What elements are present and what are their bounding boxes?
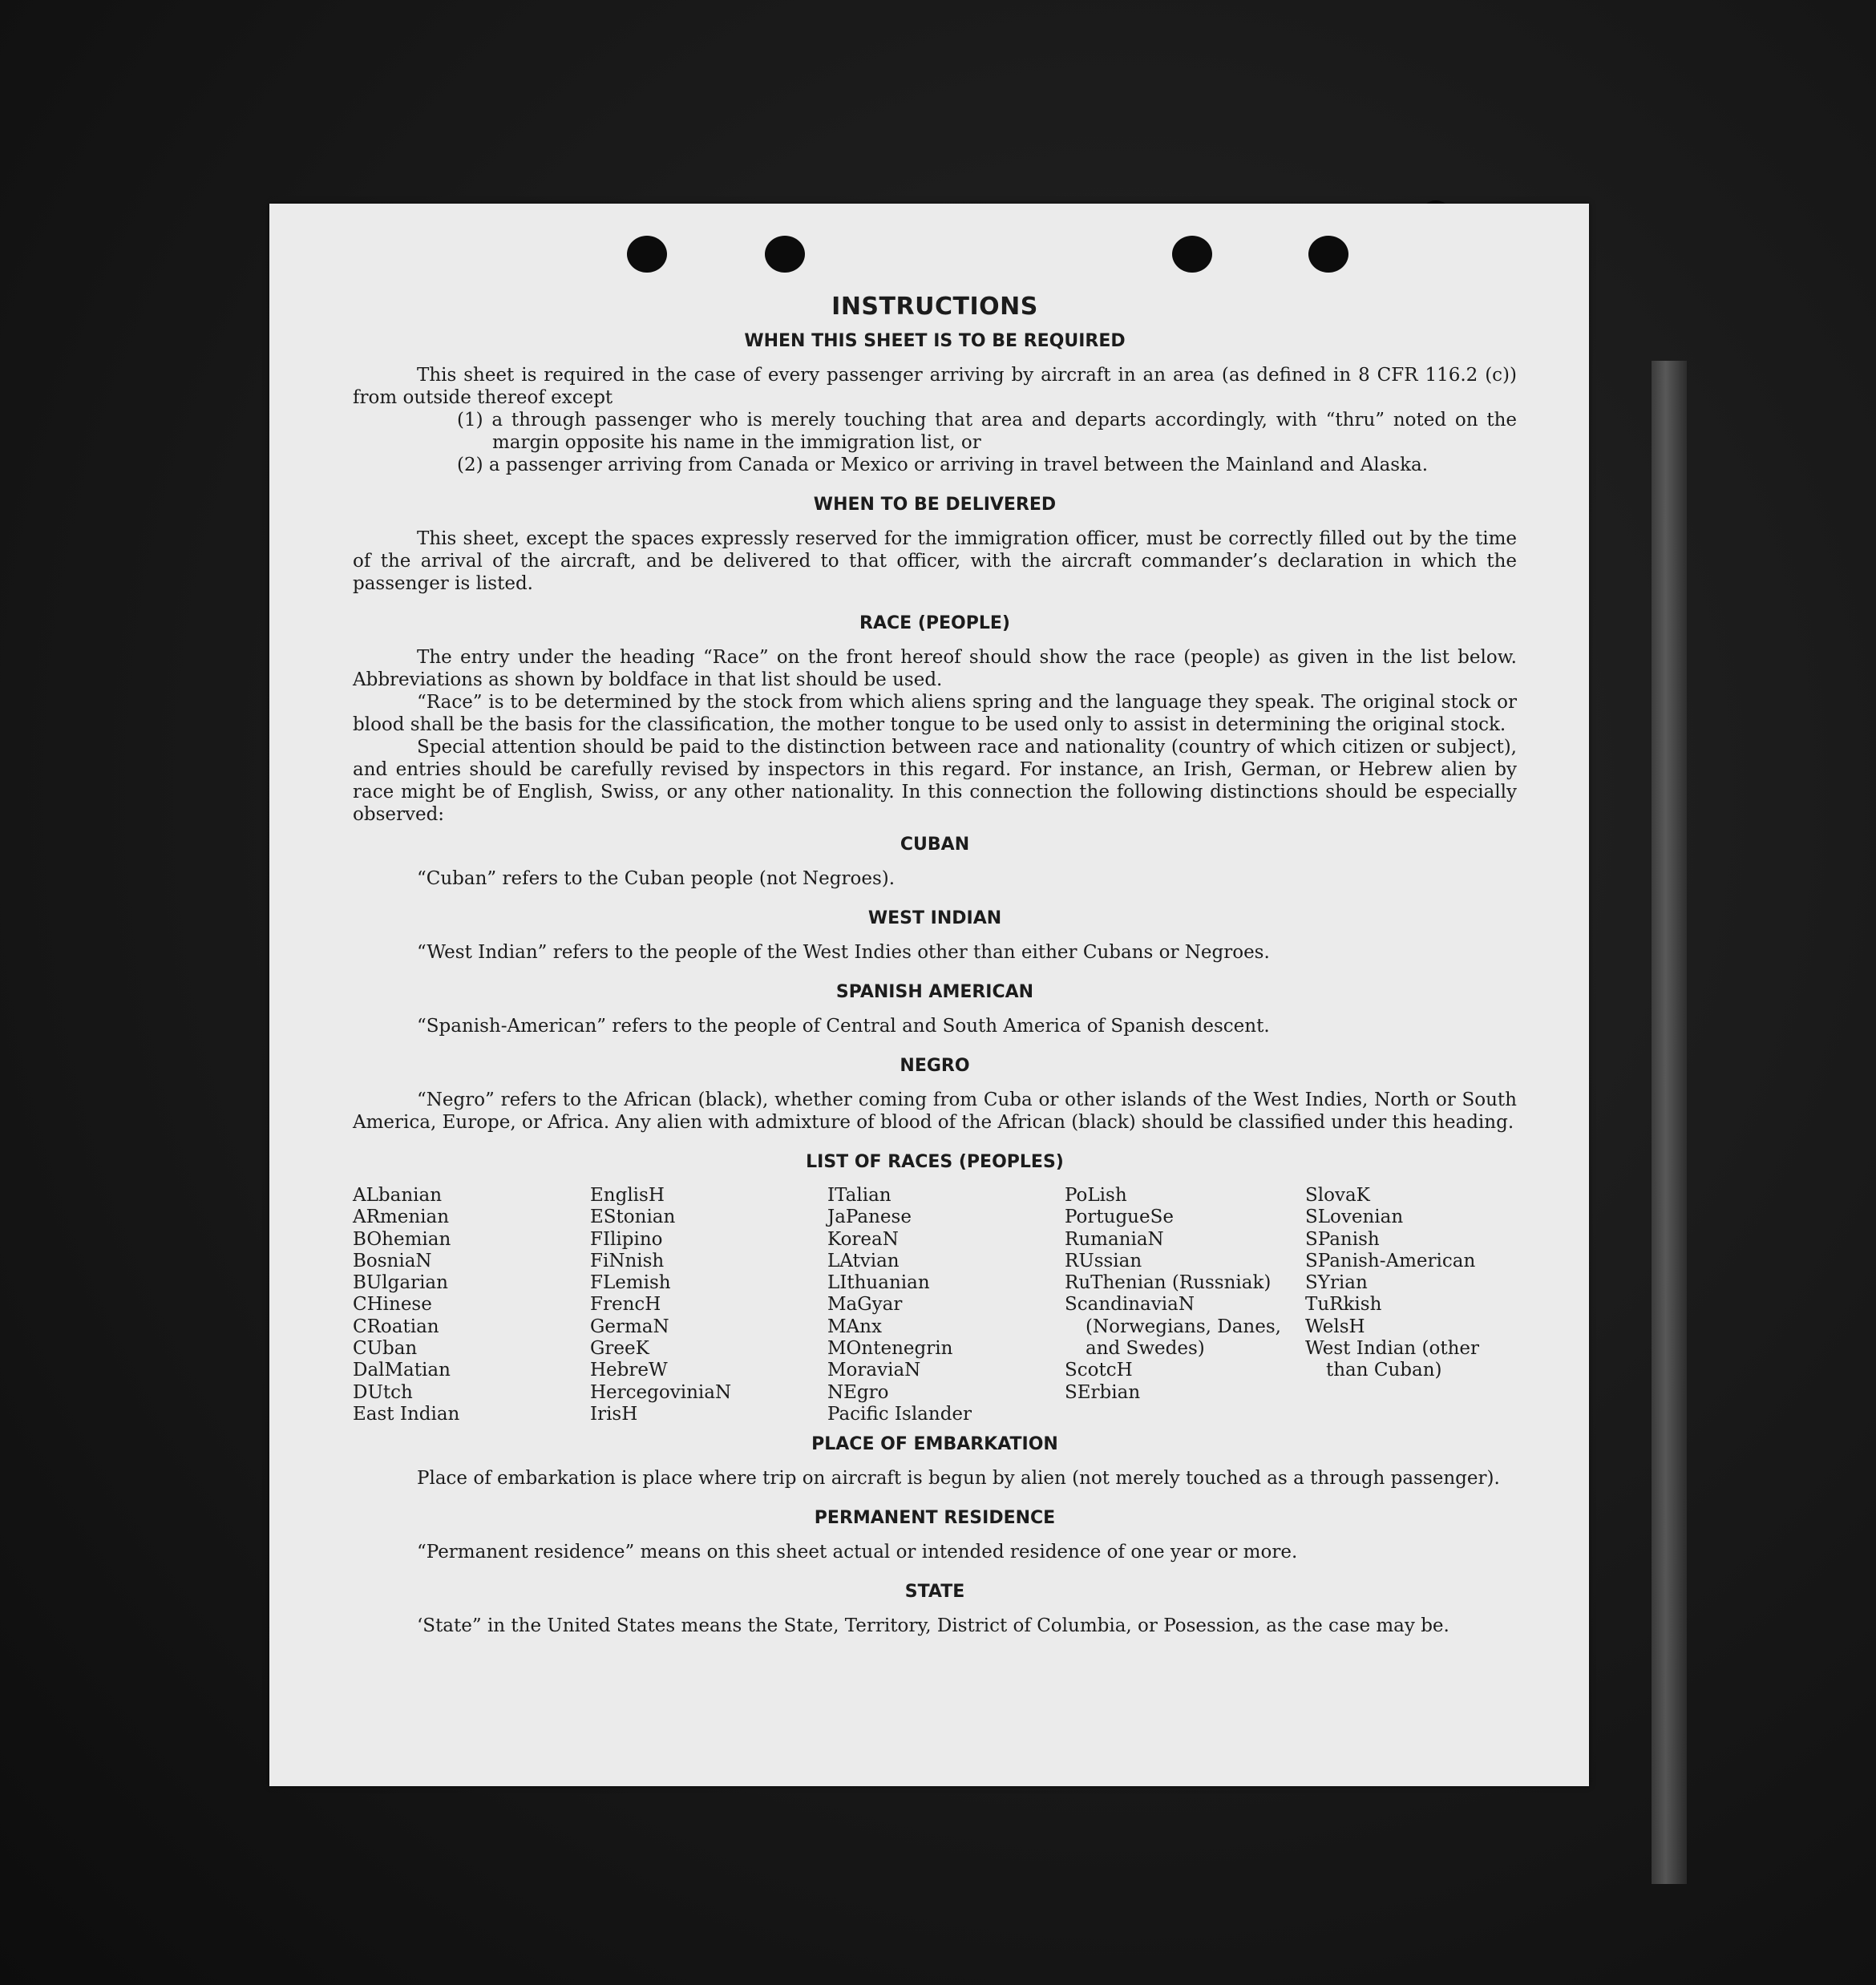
paragraph: “Spanish-American” refers to the people of Central and South America of Spanish descent. bbox=[417, 1016, 1270, 1037]
race-entry: GermaN bbox=[590, 1316, 669, 1337]
race-entry: MOntenegrin bbox=[827, 1338, 953, 1360]
section-heading: LIST OF RACES (PEOPLES) bbox=[806, 1152, 1064, 1172]
race-entry: MoraviaN bbox=[827, 1360, 921, 1381]
race-entry: BUlgarian bbox=[353, 1272, 448, 1294]
section-heading: RACE (PEOPLE) bbox=[859, 613, 1010, 633]
race-entry: RumaniaN bbox=[1065, 1228, 1164, 1250]
section-heading: STATE bbox=[904, 1582, 965, 1603]
race-entry: West Indian (other than Cuban) bbox=[1305, 1338, 1480, 1381]
paragraph: “Negro” refers to the African (black), whether coming from Cuba or other islands of the West Indies, North or South America, Europe, or Africa. Any alien with admixture of blood of the African (black) should be classified under this heading. bbox=[353, 1090, 1517, 1133]
race-entry: ScotcH bbox=[1065, 1360, 1133, 1381]
race-entry: HercegoviniaN bbox=[590, 1381, 732, 1403]
race-entry: HebreW bbox=[590, 1360, 668, 1381]
film-edge bbox=[1652, 361, 1687, 1884]
paragraph: This sheet, except the spaces expressly reserved for the immigration officer, must be correctly filled out by the time of the arrival of the aircraft, and be delivered to that officer, with the aircraft commander’s declaration in which the passenger is listed. bbox=[353, 528, 1517, 594]
races-column bbox=[1065, 1185, 1305, 1425]
race-entry: NEgro bbox=[827, 1381, 889, 1403]
paragraph: “Race” is to be determined by the stock from which aliens spring and the language they speak. The original stock or blood shall be the basis for the classification, the mother tongue to be used only to assist in determining the original stock. bbox=[353, 692, 1517, 735]
races-column bbox=[1305, 1185, 1517, 1425]
race-entry: WelsH bbox=[1305, 1316, 1365, 1337]
race-entry: EStonian bbox=[590, 1207, 676, 1228]
race-entry: GreeK bbox=[590, 1338, 649, 1360]
race-entry: RUssian bbox=[1065, 1250, 1142, 1271]
race-entry: TuRkish bbox=[1305, 1294, 1382, 1316]
section-heading: PERMANENT RESIDENCE bbox=[814, 1508, 1056, 1529]
page-title: INSTRUCTIONS bbox=[831, 293, 1038, 321]
race-entry: ITalian bbox=[827, 1185, 892, 1206]
races-column bbox=[353, 1185, 590, 1425]
race-entry: FrencH bbox=[590, 1294, 661, 1316]
race-entry: SPanish bbox=[1305, 1228, 1380, 1250]
race-entry: RuThenian (Russniak) bbox=[1065, 1272, 1272, 1294]
race-entry: JaPanese bbox=[827, 1207, 912, 1228]
race-entry: DalMatian bbox=[353, 1360, 451, 1381]
punch-hole bbox=[1172, 236, 1212, 273]
punch-hole bbox=[765, 236, 805, 273]
race-entry: LIthuanian bbox=[827, 1272, 930, 1294]
race-entry: KoreaN bbox=[827, 1228, 899, 1250]
race-entry: CUban bbox=[353, 1338, 418, 1360]
race-entry: FIlipino bbox=[590, 1228, 663, 1250]
races-list bbox=[353, 1185, 1517, 1425]
paragraph: “Permanent residence” means on this sheet actual or intended residence of one year or more. bbox=[417, 1542, 1298, 1563]
race-entry: ARmenian bbox=[353, 1207, 450, 1228]
race-entry: IrisH bbox=[590, 1403, 638, 1425]
list-item: (2) a passenger arriving from Canada or Mexico or arriving in travel between the Mainland and Alaska. bbox=[457, 455, 1429, 475]
punch-hole bbox=[1308, 236, 1348, 273]
race-entry: SYrian bbox=[1305, 1272, 1368, 1294]
section-heading: WHEN TO BE DELIVERED bbox=[813, 495, 1057, 515]
race-entry: Pacific Islander bbox=[827, 1403, 972, 1425]
section-heading: CUBAN bbox=[900, 835, 970, 855]
document-body bbox=[353, 292, 1517, 1637]
race-entry: BosniaN bbox=[353, 1250, 432, 1271]
section-heading: SPANISH AMERICAN bbox=[835, 982, 1034, 1002]
race-entry: PoLish bbox=[1065, 1185, 1127, 1206]
race-entry: FiNnish bbox=[590, 1250, 665, 1271]
race-entry: SLovenian bbox=[1305, 1207, 1404, 1228]
section-heading: WHEN THIS SHEET IS TO BE REQUIRED bbox=[744, 331, 1126, 351]
races-column bbox=[590, 1185, 827, 1425]
section-heading: NEGRO bbox=[900, 1056, 970, 1076]
race-entry: SErbian bbox=[1065, 1381, 1141, 1403]
section-heading: WEST INDIAN bbox=[867, 908, 1002, 928]
paragraph: This sheet is required in the case of every passenger arriving by aircraft in an area (as defined in 8 CFR 116.2 (c)) from outside thereof except bbox=[353, 365, 1517, 408]
races-column bbox=[827, 1185, 1065, 1425]
race-entry: ScandinaviaN (Norwegians, Danes, and Swedes) bbox=[1065, 1294, 1281, 1360]
race-entry: PortugueSe bbox=[1065, 1207, 1174, 1228]
paragraph: Place of embarkation is place where trip on aircraft is begun by alien (not merely touched as a through passenger). bbox=[417, 1468, 1500, 1490]
race-entry: DUtch bbox=[353, 1381, 413, 1403]
race-entry: SPanish-American bbox=[1305, 1250, 1476, 1271]
race-entry: BOhemian bbox=[353, 1228, 451, 1250]
race-entry: EnglisH bbox=[590, 1185, 665, 1206]
paragraph: Special attention should be paid to the distinction between race and nationality (country of which citizen or subject), and entries should be carefully revised by inspectors in this regard. For instance, an Irish, German, or Hebrew alien by race might be of English, Swiss, or any other nationality. In this connection the following distinctions should be especially observed: bbox=[353, 737, 1517, 825]
race-entry: ALbanian bbox=[353, 1185, 443, 1206]
race-entry: FLemish bbox=[590, 1272, 671, 1294]
race-entry: CHinese bbox=[353, 1294, 432, 1316]
paragraph: The entry under the heading “Race” on the front hereof should show the race (people) as given in the list below. Abbreviations as shown by boldface in that list should be used. bbox=[353, 647, 1517, 690]
race-entry: MaGyar bbox=[827, 1294, 903, 1316]
section-heading: PLACE OF EMBARKATION bbox=[811, 1434, 1058, 1455]
document-page bbox=[269, 204, 1589, 1786]
punch-hole bbox=[627, 236, 667, 273]
race-entry: LAtvian bbox=[827, 1250, 900, 1271]
list-item: (1) a through passenger who is merely touching that area and departs accordingly, with “thru” noted on the margin opposite his name in the immigration list, or bbox=[457, 410, 1517, 453]
paragraph: “West Indian” refers to the people of the West Indies other than either Cubans or Negroes. bbox=[417, 942, 1270, 963]
race-entry: East Indian bbox=[353, 1403, 460, 1425]
paragraph: ‘State” in the United States means the State, Territory, District of Columbia, or Posession, as the case may be. bbox=[417, 1615, 1449, 1637]
race-entry: MAnx bbox=[827, 1316, 882, 1337]
race-entry: SlovaK bbox=[1305, 1185, 1370, 1206]
race-entry: CRoatian bbox=[353, 1316, 439, 1337]
paragraph: “Cuban” refers to the Cuban people (not Negroes). bbox=[417, 868, 896, 889]
